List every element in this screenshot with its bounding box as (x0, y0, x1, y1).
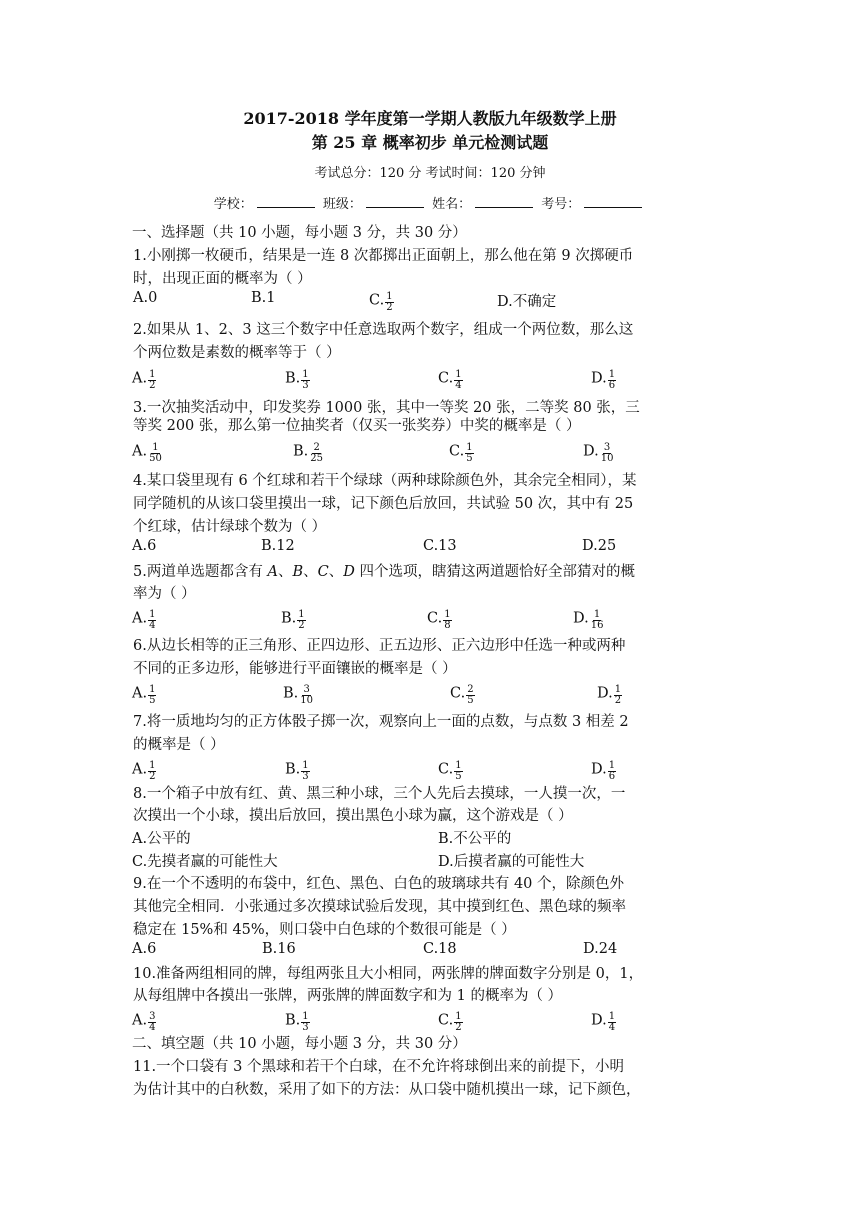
q5-option-c: C. $\frac{1}{8}$ (427, 609, 451, 631)
q10-line2: 从每组牌中各摸出一张牌，两张牌的牌面数字和为 1 的概率为（ ） (133, 988, 563, 1004)
q9-option-b: B.16 (262, 941, 296, 957)
q1-line1: 1.小刚掷一枚硬币，结果是一连 8 次都掷出正面朝上，那么他在第 9 次掷硬币 (133, 248, 634, 264)
q7-line2: 的概率是（ ） (133, 737, 225, 753)
q2-option-b: B. $\frac{1}{3}$ (285, 369, 309, 391)
q8-option-d: D.后摸者赢的可能性大 (438, 854, 585, 870)
q8-line1: 8.一个箱子中放有红、黄、黑三种小球，三个人先后去摸球，一人摸一次，一 (133, 786, 626, 802)
q3-line1: 3.一次抽奖活动中，印发奖券 1000 张，其中一等奖 20 张，二等奖 80 张，三 (133, 400, 640, 416)
q10-option-a: A. $\frac{3}{4}$ (132, 1011, 156, 1033)
q9-option-c: C.18 (423, 941, 457, 957)
exam-title: 2017-2018 学年度第一学期人教版九年级数学上册 (243, 109, 617, 128)
q4-option-c: C.13 (423, 538, 457, 554)
q7-line1: 7.将一质地均匀的正方体骰子掷一次，观察向上一面的点数，与点数 3 相差 2 (133, 714, 629, 730)
q5-line2: 率为（ ） (133, 586, 196, 602)
q9-option-a: A.6 (132, 941, 157, 957)
q4-option-b: B.12 (261, 538, 295, 554)
q6-line2: 不同的正多边形，能够进行平面镶嵌的概率是（ ） (133, 661, 457, 677)
q5-option-d: D. $\frac{1}{16}$ (573, 609, 604, 631)
q1-option-c: C. $\frac{1}{2}$ (369, 291, 393, 313)
q6-option-b: B. $\frac{3}{10}$ (283, 684, 313, 706)
q4-option-a: A.6 (132, 538, 157, 554)
q11-line1: 11.一个口袋有 3 个黑球和若干个白球，在不允许将球倒出来的前提下，小明 (133, 1059, 625, 1075)
q10-line1: 10.准备两组相同的牌，每组两张且大小相同，两张牌的牌面数字分别是 0，1， (133, 966, 644, 982)
q1-option-a: A.0 (133, 290, 158, 306)
class-blank[interactable] (366, 196, 424, 208)
q7-option-a: A. $\frac{1}{2}$ (132, 760, 156, 782)
q11-line2: 为估计其中的白秋数，采用了如下的方法：从口袋中随机摸出一球，记下颜色， (133, 1082, 641, 1098)
q2-option-d: D. $\frac{1}{6}$ (591, 369, 616, 391)
q5-option-a: A. $\frac{1}{4}$ (132, 609, 156, 631)
q2-option-c: C. $\frac{1}{4}$ (438, 369, 462, 391)
q9-option-d: D.24 (583, 941, 618, 957)
q7-option-b: B. $\frac{1}{3}$ (285, 760, 309, 782)
q2-line1: 2.如果从 1、2、3 这三个数字中任意选取两个数字，组成一个两位数，那么这 (133, 322, 634, 338)
q6-option-a: A. $\frac{1}{5}$ (132, 684, 156, 706)
q8-option-c: C.先摸者赢的可能性大 (132, 854, 278, 870)
q9-line3: 稳定在 15%和 45%，则口袋中白色球的个数很可能是（ ） (133, 922, 516, 938)
q10-option-b: B. $\frac{1}{3}$ (285, 1011, 309, 1033)
student-info-row (0, 193, 860, 212)
q3-option-a: A. $\frac{1}{50}$ (132, 442, 162, 464)
q1-option-d: D.不确定 (497, 294, 557, 310)
section-heading-choice: 一、选择题（共 10 小题，每小题 3 分，共 30 分） (132, 225, 467, 241)
q4-line1: 4.某口袋里现有 6 个红球和若干个绿球（两种球除颜色外，其余完全相同），某 (133, 473, 637, 489)
q2-line2: 个两位数是素数的概率等于（ ） (133, 345, 341, 361)
q5-line1: 5.两道单选题都含有 A、B、C、D 四个选项，瞎猜这两道题恰好全部猜对的概 (133, 564, 635, 580)
q7-option-c: C. $\frac{1}{5}$ (438, 760, 462, 782)
section-heading-fill: 二、填空题（共 10 小题，每小题 3 分，共 30 分） (132, 1036, 467, 1052)
q3-option-b: B. $\frac{2}{25}$ (293, 442, 323, 464)
q8-option-b: B.不公平的 (438, 831, 512, 847)
name-blank[interactable] (475, 196, 533, 208)
q9-line1: 9.在一个不透明的布袋中，红色、黑色、白色的玻璃球共有 40 个，除颜色外 (133, 876, 625, 892)
q8-option-a: A.公平的 (132, 831, 191, 847)
q9-line2: 其他完全相同．小张通过多次摸球试验后发现，其中摸到红色、黑色球的频率 (133, 899, 626, 915)
q4-line3: 个红球，估计绿球个数为（ ） (133, 519, 327, 535)
q7-option-d: D. $\frac{1}{6}$ (591, 760, 616, 782)
class-label: 班级： (322, 197, 362, 212)
q3-line2: 等奖 200 张，那么第一位抽奖者（仅买一张奖券）中奖的概率是（ ） (133, 418, 581, 434)
q1-option-b: B.1 (251, 290, 276, 306)
id-blank[interactable] (584, 196, 642, 208)
name-label: 姓名： (432, 197, 472, 212)
q1-line2: 时，出现正面的概率为（ ） (133, 271, 312, 287)
id-label: 考号： (541, 197, 581, 212)
q3-option-c: C. $\frac{1}{5}$ (449, 442, 473, 464)
q5-option-b: B. $\frac{1}{2}$ (281, 609, 305, 631)
exam-info: 考试总分：120 分 考试时间：120 分钟 (314, 166, 546, 181)
q10-option-c: C. $\frac{1}{2}$ (438, 1011, 462, 1033)
school-label: 学校： (213, 197, 253, 212)
exam-subtitle: 第 25 章 概率初步 单元检测试题 (311, 133, 549, 152)
school-blank[interactable] (257, 196, 315, 208)
q6-option-c: C. $\frac{2}{5}$ (450, 684, 474, 706)
q10-option-d: D. $\frac{1}{4}$ (591, 1011, 616, 1033)
q8-line2: 次摸出一个小球，摸出后放回，摸出黑色小球为赢，这个游戏是（ ） (133, 808, 573, 824)
q6-option-d: D. $\frac{1}{2}$ (597, 684, 622, 706)
q4-option-d: D.25 (582, 538, 617, 554)
q3-option-d: D. $\frac{3}{10}$ (583, 442, 614, 464)
q2-option-a: A. $\frac{1}{2}$ (132, 369, 156, 391)
q4-line2: 同学随机的从该口袋里摸出一球，记下颜色后放回，共试验 50 次，其中有 25 (133, 496, 634, 512)
q6-line1: 6.从边长相等的正三角形、正四边形、正五边形、正六边形中任选一种或两种 (133, 638, 626, 654)
